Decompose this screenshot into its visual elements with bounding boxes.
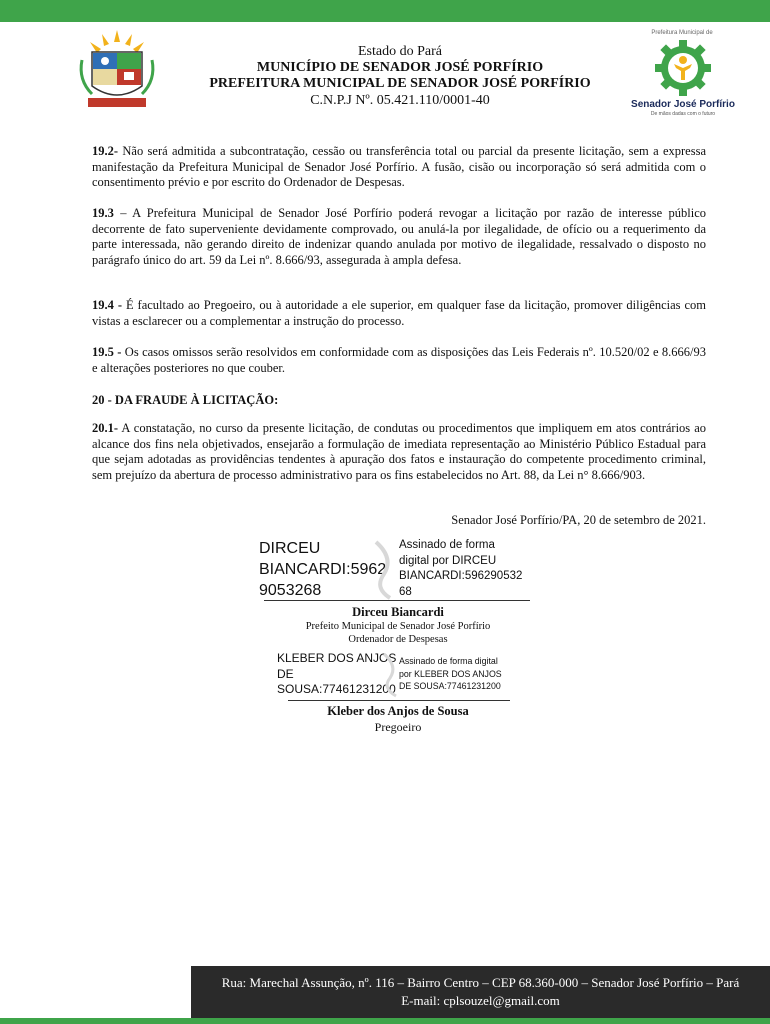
paragraph-19-5 <box>92 345 706 376</box>
signature-info-line: DE SOUSA:77461231200 <box>399 681 501 691</box>
paragraph-19-3 <box>92 206 706 268</box>
signer-role: Pregoeiro <box>374 720 422 734</box>
clause-label: 19.4 - <box>92 298 122 312</box>
gear-people-icon <box>654 38 712 98</box>
paragraph-19-4 <box>92 298 706 329</box>
clause-text: A constatação, no curso da presente licitação, de condutas ou procedimentos que impliquem em atos contrários ao alcance dos fins nela objetivados, ensejarão a formulação de imediata representação ao Ministério Público Estadual para que sejam adotadas as providências tendentes à apuração dos fatos e instauração do competente procedimento criminal, sem prejuízo da abertura de processo administrativo para os fins estabelecidos no Art. 88, da Lei n° 8.666/903. <box>92 421 706 482</box>
paragraph-19-2 <box>92 144 706 191</box>
municipal-crest-icon <box>76 30 158 112</box>
signature-name-line: 9053268 <box>259 582 322 599</box>
clause-text: Os casos omissos serão resolvidos em conformidade com as disposições das Leis Federais nº. 10.520/02 e 8.666/93 e alterações posteriores no que couber. <box>92 345 706 375</box>
signature-info-line: 68 <box>399 585 412 598</box>
signature-line <box>264 600 530 601</box>
footer-bar <box>191 966 770 1018</box>
signature-name-line: DE <box>277 666 294 681</box>
footer-green-stripe <box>0 1018 770 1024</box>
signature-name-line: DIRCEU <box>259 540 321 557</box>
clause-text: Não será admitida a subcontratação, cessão ou transferência total ou parcial da presente licitação, sem a expressa manifestação da Prefeitura Municipal de Senador José Porfírio. A fusão, cisão ou incorporação só será admitida com o consentimento prévio e por escrito do Ordenador de Despesas. <box>92 144 706 190</box>
clause-text: É facultado ao Pregoeiro, ou à autoridade a ele superior, em qualquer fase da licitação, promover diligências com vistas a esclarecer ou a complementar a instrução do processo. <box>92 298 706 328</box>
footer-email: E-mail: cplsouzel@gmail.com <box>401 993 560 1008</box>
signer-name: Dirceu Biancardi <box>352 605 444 619</box>
header-cnpj: C.N.P.J Nº. 05.421.110/0001-40 <box>310 93 490 108</box>
signature-info-line: Assinado de forma digital <box>399 656 498 666</box>
signature-info-line: BIANCARDI:596290532 <box>399 570 523 582</box>
signature-line <box>288 700 510 701</box>
signature-name-line: SOUSA:77461231200 <box>277 682 396 696</box>
signature-name-line: BIANCARDI:5962 <box>259 561 387 578</box>
signer-role: Prefeito Municipal de Senador José Porfírio <box>305 621 491 632</box>
signature-stamp-mark <box>370 540 400 600</box>
clause-text: – A Prefeitura Municipal de Senador José Porfírio poderá revogar a licitação por razão de interesse público decorrente de fato superveniente devidamente comprovado, ou anulá-la por ilegalidade, de ofício ou a requerimento da parte interessada, não gerando direito de indenizar quando anulada por motivo de ilegalidade, ressalvado o disposto no parágrafo único do art. 59 da Lei nº. 8.666/93, assegurada à ampla defesa. <box>92 206 706 267</box>
digital-signature-info <box>399 655 524 693</box>
footer-address: Rua: Marechal Assunção, nº. 116 – Bairro Centro – CEP 68.360-000 – Senador José Porfírio – Pará <box>221 975 740 990</box>
signer-role: Ordenador de Despesas <box>348 634 448 645</box>
logo-tagline: De mãos dadas com o futuro <box>650 111 716 117</box>
clause-label: 19.5 - <box>92 345 122 359</box>
section-heading-20: 20 - DA FRAUDE À LICITAÇÃO: <box>92 393 279 407</box>
logo-top-text: Prefeitura Municipal de <box>651 30 713 36</box>
signer-name: Kleber dos Anjos de Sousa <box>327 704 469 718</box>
document-date: Senador José Porfírio/PA, 20 de setembro de 2021. <box>451 513 706 527</box>
signature-info-line: digital por DIRCEU <box>399 554 497 567</box>
clause-label: 19.2- <box>92 144 119 158</box>
logo-brand-text: Senador José Porfírio <box>631 99 735 110</box>
header-prefecture: PREFEITURA MUNICIPAL DE SENADOR JOSÉ PORFÍRIO <box>209 76 591 91</box>
signature-info-line: por KLEBER DOS ANJOS <box>399 668 502 679</box>
signature-info-line: Assinado de forma <box>399 539 495 551</box>
digital-signature-info <box>399 538 539 600</box>
top-green-bar <box>0 0 770 22</box>
signature-name-line: KLEBER DOS ANJOS <box>277 651 397 665</box>
paragraph-20-1 <box>92 421 706 483</box>
clause-label: 19.3 <box>92 206 114 220</box>
clause-label: 20.1- <box>92 421 119 435</box>
header-municipality: MUNICÍPIO DE SENADOR JOSÉ PORFÍRIO <box>256 60 544 75</box>
header-state: Estado do Pará <box>358 44 442 59</box>
